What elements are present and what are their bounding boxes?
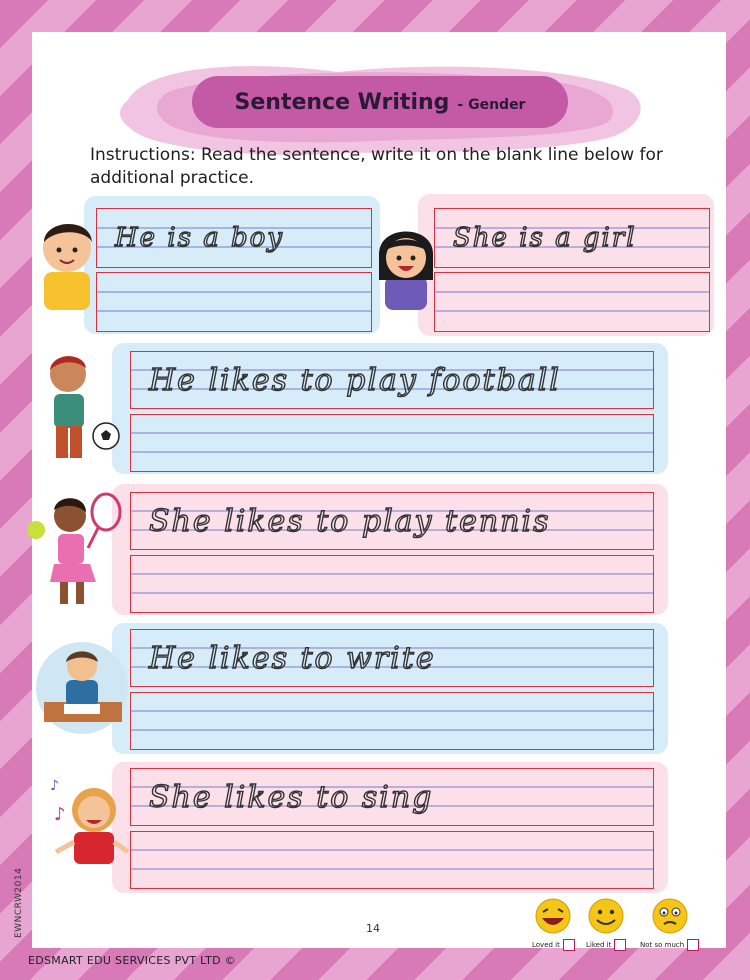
rating-checkbox[interactable] [614,939,626,951]
title-banner [192,76,568,128]
rating-label: Not so much [640,940,685,949]
trace-sentence: He likes to write [149,640,436,676]
unsure-face-icon [650,898,690,934]
writing-line-4[interactable] [130,555,654,613]
trace-sentence: He is a boy [115,223,284,253]
rating-label: Loved it [532,940,560,949]
trace-line-1 [96,208,372,268]
trace-line-5 [130,629,654,687]
page-title: Sentence Writing [234,89,450,115]
writing-line-1[interactable] [96,272,372,332]
girl-with-tennis-racket-illustration [24,490,124,620]
rating-liked-it[interactable] [586,898,626,953]
rating-not-so-much[interactable] [640,898,699,953]
laughing-face-icon [533,898,573,934]
rating-checkbox[interactable] [563,939,575,951]
writing-line-6[interactable] [130,831,654,889]
trace-sentence: She likes to sing [149,779,434,815]
page-number: 14 [366,922,380,935]
trace-line-2 [434,208,710,268]
writing-line-3[interactable] [130,414,654,472]
boy-yellow-shirt-illustration [36,212,98,312]
trace-line-6 [130,768,654,826]
trace-line-3 [130,351,654,409]
svg-text:♪: ♪ [54,804,66,825]
trace-line-4 [130,492,654,550]
smiling-face-icon [586,898,626,934]
footer-copyright: EDSMART EDU SERVICES PVT LTD © [28,954,236,967]
page-subtitle: - Gender [457,96,526,113]
instructions-text: Instructions: Read the sentence, write it on the blank line below for additional practice. [90,145,663,188]
girl-purple-shirt-illustration [375,220,437,312]
trace-sentence: She likes to play tennis [149,503,551,539]
svg-text:♪: ♪ [50,778,59,794]
rating-loved-it[interactable] [532,898,575,953]
rating-label: Liked it [586,940,612,949]
girl-singing-illustration [48,776,132,866]
writing-line-2[interactable] [434,272,710,332]
trace-sentence: He likes to play football [149,362,561,398]
rating-checkbox[interactable] [687,939,699,951]
worksheet-code: EWNCRW2014 [14,867,24,938]
boy-with-football-illustration [40,350,124,466]
trace-sentence: She is a girl [453,223,637,253]
boy-writing-illustration [36,640,128,736]
writing-line-5[interactable] [130,692,654,750]
